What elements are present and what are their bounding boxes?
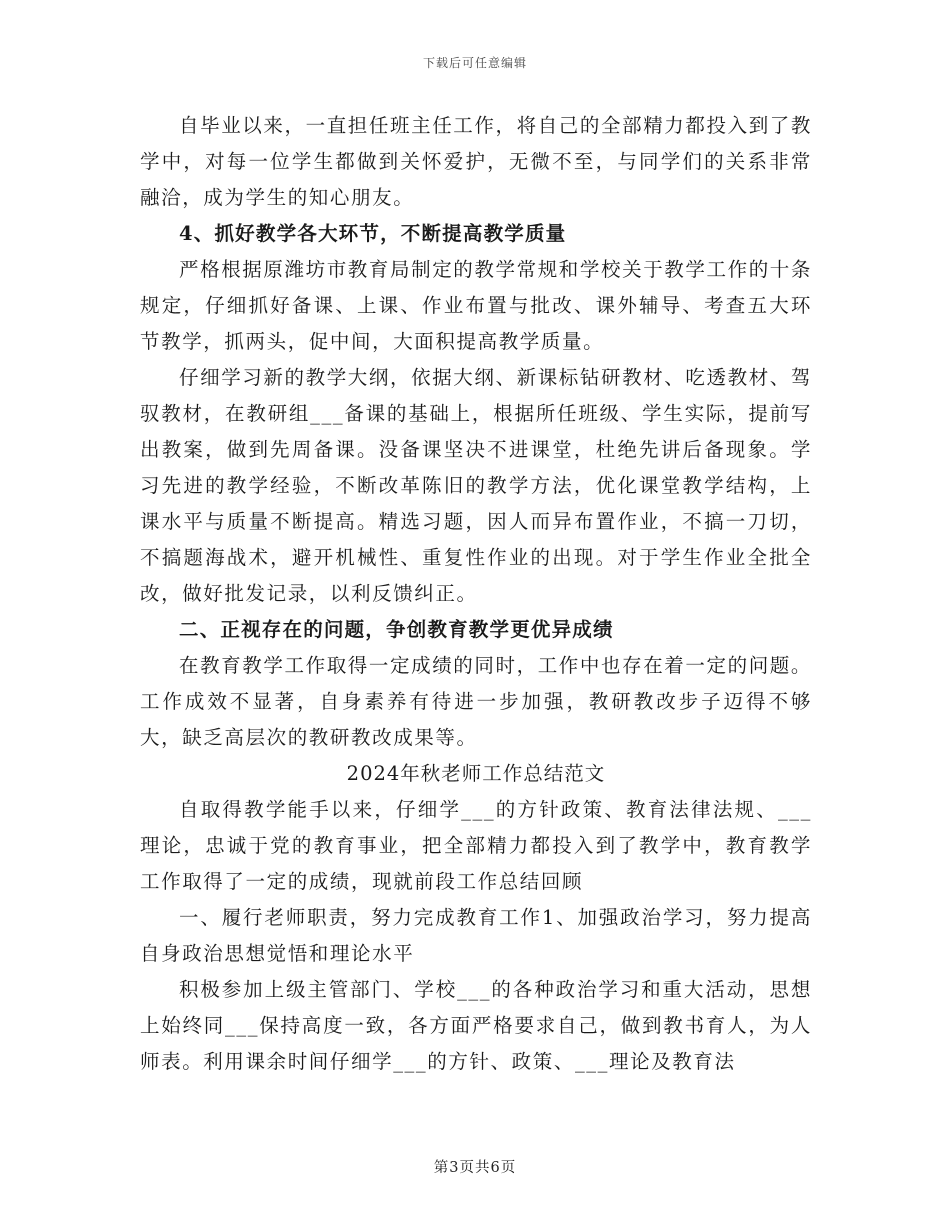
paragraph-teaching-rules: 严格根据原潍坊市教育局制定的教学常规和学校关于教学工作的十条规定，仔细抓好备课、上课、作业布置与批改、课外辅导、考查五大环节教学，抓两头，促中间，大面积提高教学质量。	[140, 258, 813, 353]
paragraph-lesson-prep: 仔细学习新的教学大纲，依据大纲、新课标钻研教材、吃透教材、驾驭教材，在教研组___备课的基础上，根据所任班级、学生实际，提前写出教案，做到先周备课。没备课坚决不进课堂，杜绝先讲后备现象。学习先进的教学经验，不断改革陈旧的教学方法，优化课堂教学结构，上课水平与质量不断提高。精选习题，因人而异布置作业，不搞一刀切，不搞题海战术，避开机械性、重复性作业的出现。对于学生作业全批全改，做好批发记录，以利反馈纠正。	[140, 366, 813, 605]
paragraph-political-study: 积极参加上级主管部门、学校___的各种政治学习和重大活动，思想上始终同___保持高度一致，各方面严格要求自己，做到教书育人，为人师表。利用课余时间仔细学___的方针、政策、___理论及教育法	[140, 978, 812, 1073]
document-body	[140, 108, 812, 1080]
paragraph-shortcomings: 在教育教学工作取得一定成绩的同时，工作中也存在着一定的问题。工作成效不显著，自身素养有待进一步加强，教研教改步子迈得不够大，缺乏高层次的教研教改成果等。	[140, 654, 813, 749]
paragraph-duties: 一、履行老师职责，努力完成教育工作1、加强政治学习，努力提高自身政治思想觉悟和理论水平	[140, 906, 812, 965]
paragraph-class-teacher: 自毕业以来，一直担任班主任工作，将自己的全部精力都投入到了教学中，对每一位学生都做到关怀爱护，无微不至，与同学们的关系非常融洽，成为学生的知心朋友。	[140, 114, 813, 209]
heading-problems: 二、正视存在的问题，争创教育教学更优异成绩	[179, 618, 614, 641]
page-footer: 第3页共6页	[433, 1160, 517, 1176]
page-header: 下载后可任意编辑	[422, 56, 527, 70]
document-title: 2024年秋老师工作总结范文	[346, 762, 606, 785]
paragraph-intro: 自取得教学能手以来，仔细学___的方针政策、教育法律法规、___理论，忠诚于党的教育事业，把全部精力都投入到了教学中，教育教学工作取得了一定的成绩，现就前段工作总结回顾	[140, 798, 812, 893]
heading-teaching-quality: 4、抓好教学各大环节，不断提高教学质量	[179, 222, 567, 245]
